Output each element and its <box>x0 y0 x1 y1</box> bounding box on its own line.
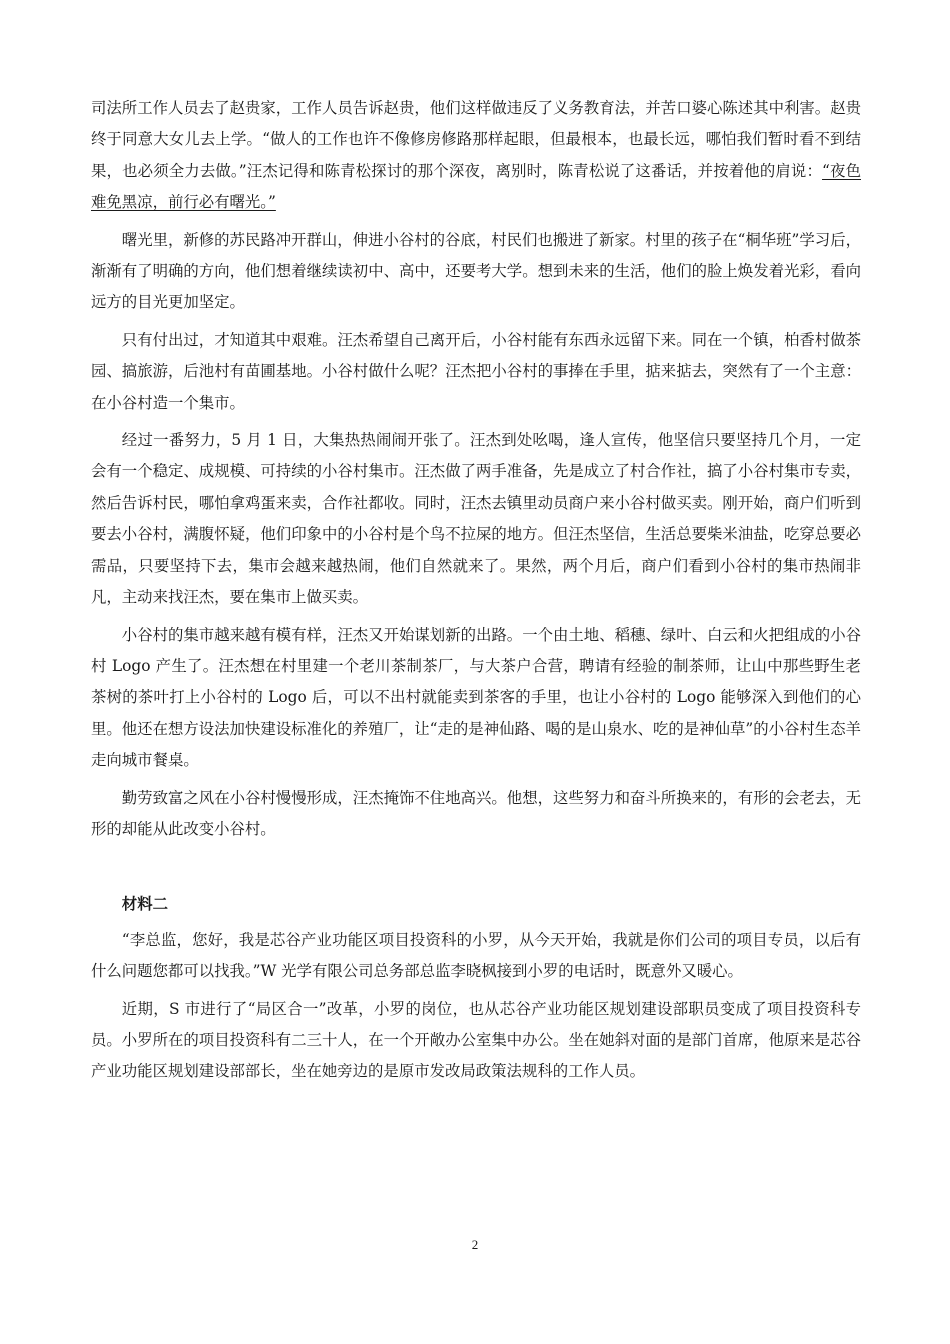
paragraph-3: 只有付出过，才知道其中艰难。汪杰希望自己离开后，小谷村能有东西永远留下来。同在一个镇，柏香村做茶园、搞旅游，后池村有苗圃基地。小谷村做什么呢？汪杰把小谷村的事捧在手里，掂来掂去，突然有了一个主意：在小谷村造一个集市。 <box>91 330 861 412</box>
paragraph-1 <box>91 93 861 219</box>
page-number: 2 <box>471 1237 479 1252</box>
material-2-paragraph-1: “李总监，您好，我是芯谷产业功能区项目投资科的小罗，从今天开始，我就是你们公司的项目专员，以后有什么问题您都可以找我。”W 光学有限公司总务部总监李晓枫接到小罗的电话时，既意外又暖心。 <box>91 930 861 981</box>
paragraph-5: 小谷村的集市越来越有模有样，汪杰又开始谋划新的出路。一个由土地、稻穗、绿叶、白云和火把组成的小谷村 Logo 产生了。汪杰想在村里建一个老川茶制茶厂，与大茶户合营，聘请有经验的制茶师，让山中那些野生老茶树的茶叶打上小谷村的 Logo 后，可以不出村就能卖到茶客的手里，也让小谷村的 Logo 能够深入到他们的心里。他还在想方设法加快建设标准化的养殖厂，让“走的是神仙路、喝的是山泉水、吃的是神仙草”的小谷村生态羊走向城市餐桌。 <box>91 625 861 770</box>
paragraph-2: 曙光里，新修的苏民路冲开群山，伸进小谷村的谷底，村民们也搬进了新家。村里的孩子在“桐华班”学习后，渐渐有了明确的方向，他们想着继续读初中、高中，还要考大学。想到未来的生活，他们的脸上焕发着光彩，看向远方的目光更加坚定。 <box>91 230 861 312</box>
material-2-paragraph-2: 近期，S 市进行了“局区合一”改革，小罗的岗位，也从芯谷产业功能区规划建设部职员变成了项目投资科专员。小罗所在的项目投资科有二三十人，在一个开敞办公室集中办公。坐在她斜对面的是部门首席，他原来是芯谷产业功能区规划建设部部长，坐在她旁边的是原市发改局政策法规科的工作人员。 <box>91 999 861 1081</box>
paragraph-6: 勤劳致富之风在小谷村慢慢形成，汪杰掩饰不住地高兴。他想，这些努力和奋斗所换来的，有形的会老去，无形的却能从此改变小谷村。 <box>91 788 861 838</box>
paragraph-1-text: 司法所工作人员去了赵贵家，工作人员告诉赵贵，他们这样做违反了义务教育法，并苦口婆心陈述其中利害。赵贵终于同意大女儿去上学。“做人的工作也许不像修房修路那样起眼，但最根本，也最长远，哪怕我们暂时看不到结果，也必须全力去做。”汪杰记得和陈青松探讨的那个深夜，离别时，陈青松说了这番话，并按着他的肩说： <box>91 99 861 180</box>
section-spacer <box>91 845 861 889</box>
paragraph-4: 经过一番努力，5 月 1 日，大集热热闹闹开张了。汪杰到处吆喝，逢人宣传，他坚信只要坚持几个月，一定会有一个稳定、成规模、可持续的小谷村集市。汪杰做了两手准备，先是成立了村合作社，搞了小谷村集市专卖，然后告诉村民，哪怕拿鸡蛋来卖，合作社都收。同时，汪杰去镇里动员商户来小谷村做买卖。刚开始，商户们听到要去小谷村，满腹怀疑，他们印象中的小谷村是个鸟不拉屎的地方。但汪杰坚信，生活总要柴米油盐，吃穿总要必需品，只要坚持下去，集市会越来越热闹，他们自然就来了。果然，两个月后，商户们看到小谷村的集市热闹非凡，主动来找汪杰，要在集市上做买卖。 <box>91 431 861 607</box>
section-title-material-2: 材料二 <box>121 895 168 914</box>
underlined-quote: “夜色难免黑凉，前行必有曙光。” <box>91 161 861 212</box>
document-body <box>91 93 861 1088</box>
